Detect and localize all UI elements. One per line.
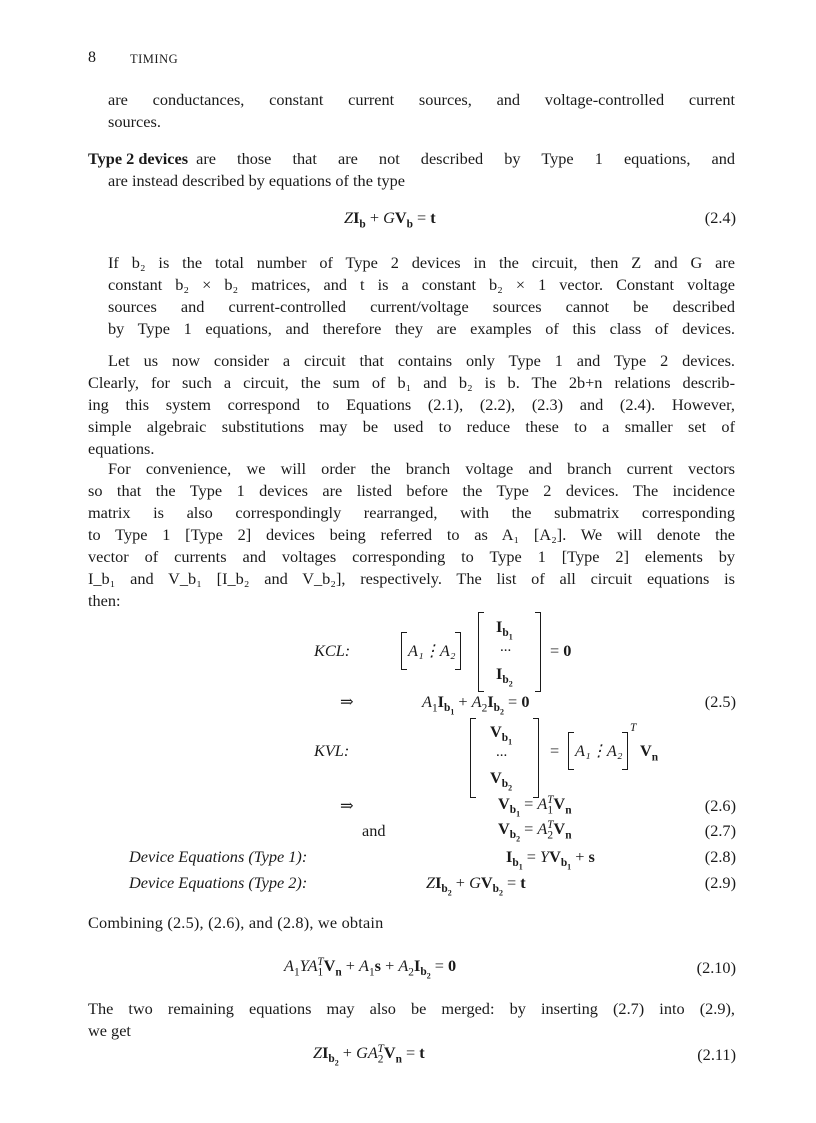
equation-number: (2.4)	[704, 208, 736, 227]
equation-2-4: $ZI_b + GV_b = t$	[344, 208, 436, 231]
vb1-entry: $V_{b_1}$	[490, 722, 513, 747]
paragraph-2	[108, 252, 735, 340]
bracket-right	[455, 632, 461, 670]
equation-number: (2.10)	[696, 958, 736, 977]
vn-vector	[640, 741, 659, 764]
type2-line2: are instead described by equations of the type	[108, 171, 406, 190]
text-line: sources and current-controlled current/voltage sources cannot be described	[108, 297, 735, 316]
device-type2-label: Device Equations (Type 2):	[129, 873, 308, 892]
equation-2-7: $V_{b_2} = A_2^TV_n$	[498, 818, 572, 844]
bracket-left	[470, 718, 476, 798]
text-line: so that the Type 1 devices are listed before the Type 2 devices. The incidence	[88, 481, 735, 500]
combining-text: Combining (2.5), (2.6), and (2.8), we obtain	[88, 913, 384, 932]
text-line: we get	[88, 1021, 131, 1040]
text-line: matrix is also correspondingly rearranged, with the submatrix corresponding	[88, 503, 735, 522]
paragraph-1	[108, 89, 735, 133]
equation-2-8: $I_{b_1} = YV_{b_1} + s$	[506, 847, 595, 872]
text-line: The two remaining equations may also be merged: by inserting (2.7) into (2.9),	[88, 999, 735, 1018]
device-type1-label: Device Equations (Type 1):	[129, 847, 308, 866]
equation-number: (2.7)	[704, 821, 736, 840]
text-line	[88, 148, 735, 170]
bracket-right	[622, 732, 628, 770]
paragraph-3	[88, 350, 735, 460]
equation-2-6: $V_{b_1} = A_1^TV_n$	[498, 793, 572, 819]
equation-number: (2.9)	[704, 873, 736, 892]
text-line: For convenience, we will order the branch voltage and branch current vectors	[108, 459, 735, 478]
equation-number: (2.5)	[704, 692, 736, 711]
vector-dots: ...	[500, 639, 512, 655]
text-line: sources.	[108, 112, 161, 131]
vb2-entry: $V_{b_2}$	[490, 768, 513, 793]
vector-dots: ...	[496, 744, 508, 760]
text-line: equations.	[88, 439, 155, 458]
text-line: I_b₁ and V_b₁ [I_b₂ and V_b₂], respectively. The list of all circuit equations is	[88, 569, 735, 588]
paragraph-4	[88, 458, 735, 612]
ib2-entry: $I_{b_2}$	[496, 664, 513, 689]
kcl-label: KCL:	[314, 641, 351, 660]
equation-number: (2.6)	[704, 796, 736, 815]
text-line: simple algebraic substitutions may be used to reduce these to a smaller set of	[88, 417, 735, 436]
equation-number: (2.11)	[697, 1045, 736, 1064]
bracket-left	[568, 732, 574, 770]
text-line: by Type 1 equations, and therefore they are examples of this class of devices.	[108, 319, 735, 338]
text-line: ing this system correspond to Equations (2.1), (2.2), (2.3) and (2.4). However,	[88, 395, 735, 414]
equation-number: (2.8)	[704, 847, 736, 866]
bracket-left	[478, 612, 484, 692]
running-title: TIMING	[130, 52, 179, 66]
equation-2-11: $ZI_{b_2} + GA_2^TV_n = t$	[313, 1042, 425, 1068]
implies-arrow: ⇒	[340, 692, 354, 711]
matrix-a: A₁⋮A₂	[575, 741, 623, 760]
text-line: constant b₂ × b₂ matrices, and t is a constant b₂ × 1 vector. Constant voltage	[108, 275, 735, 294]
matrix-a: A₁⋮A₂	[408, 641, 456, 660]
paragraph-5	[88, 998, 735, 1042]
and-label: and	[362, 821, 386, 840]
transpose-mark: T	[630, 722, 637, 734]
bracket-left	[401, 632, 407, 670]
kvl-equals: =	[550, 741, 560, 760]
text-line: If b₂ is the total number of Type 2 devices in the circuit, then Z and G are	[108, 253, 735, 272]
type2-label: Type 2 devices	[88, 149, 189, 168]
ib1-entry: $I_{b_1}$	[496, 617, 513, 642]
bracket-right	[535, 612, 541, 692]
kvl-label: KVL:	[314, 741, 350, 760]
bracket-right	[533, 718, 539, 798]
type2-definition	[88, 148, 735, 192]
type2-line1: are those that are not described by Type 1 equations, and	[196, 149, 735, 168]
equation-2-10: $A_1YA_1^TV_n + A_1s + A_2I_{b_2} = 0$	[284, 955, 457, 981]
vn-subscript: n	[651, 751, 659, 764]
text-line: to Type 1 [Type 2] devices being referred to as A₁ [A₂]. We will denote the	[88, 525, 735, 544]
kcl-zero: = 0	[550, 641, 572, 660]
equation-2-9: $ZI_{b_2} + GV_{b_2} = t$	[426, 873, 526, 898]
text-line: Clearly, for such a circuit, the sum of b₁ and b₂ is b. The 2b+n relations describ-	[88, 373, 735, 392]
text-line: Let us now consider a circuit that contains only Type 1 and Type 2 devices.	[108, 351, 735, 370]
implies-arrow: ⇒	[340, 796, 354, 815]
page-number: 8	[88, 49, 96, 66]
equation-2-5: $A_1I_{b_1} + A_2I_{b_2} = 0$	[422, 692, 530, 717]
text-line: vector of currents and voltages corresponding to Type 1 [Type 2] elements by	[88, 547, 735, 566]
text-line: then:	[88, 591, 121, 610]
text-line: are conductances, constant current sources, and voltage-controlled current	[108, 90, 735, 109]
vn-symbol: V	[640, 741, 652, 760]
